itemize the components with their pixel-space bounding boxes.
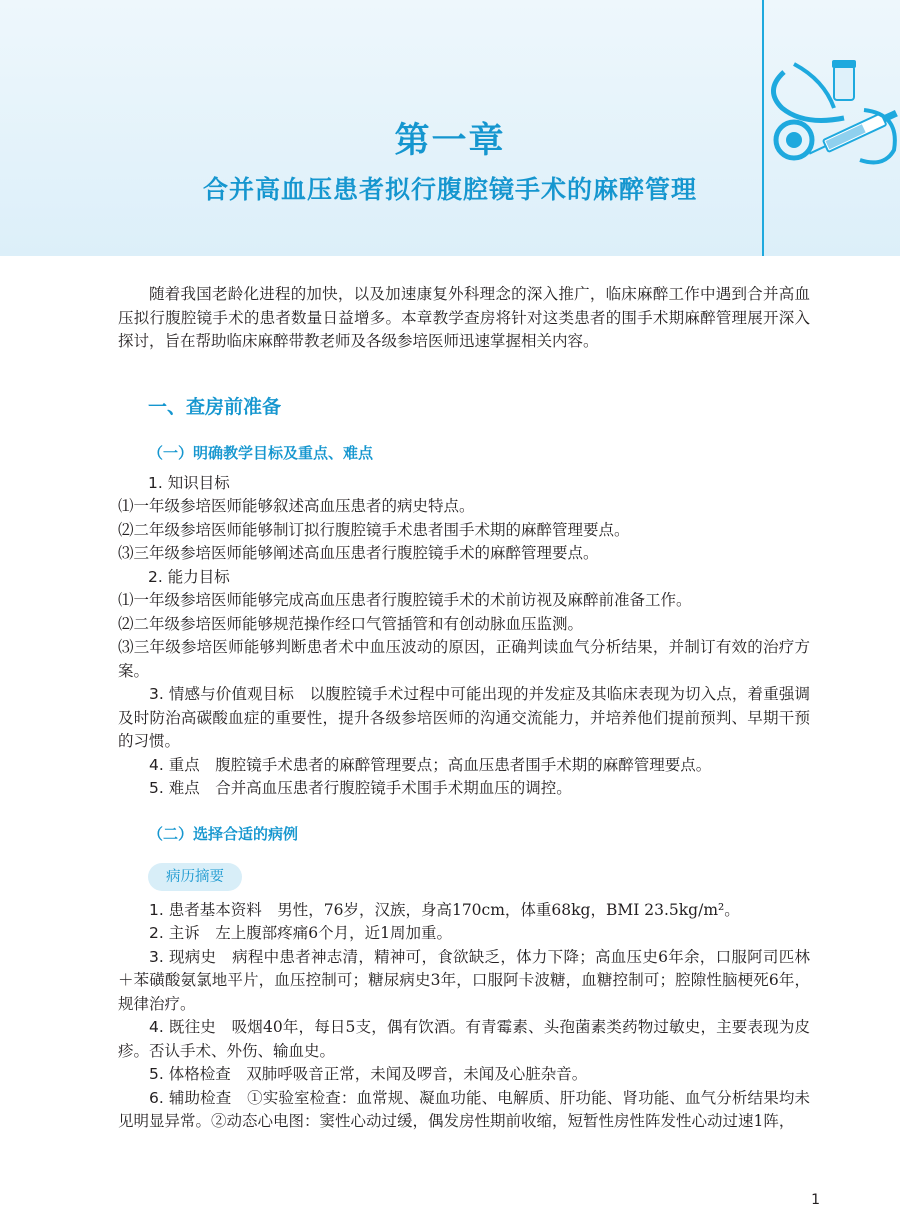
- knowledge-objective-item: ⑴一年级参培医师能够叙述高血压患者的病史特点。: [118, 497, 475, 515]
- case-item: [118, 946, 810, 1017]
- chapter-number: 第一章: [394, 121, 506, 161]
- case-item-label: 2. 主诉: [149, 924, 200, 942]
- difficulty-text: 合并高血压患者行腹腔镜手术围手术期血压的调控。: [215, 779, 572, 797]
- case-item: [118, 899, 810, 923]
- emotion-objective-text: 以腹腔镜手术过程中可能出现的并发症及其临床表现为切入点，着重强调及时防治高碳酸血症的重要性，提升各级参培医师的沟通交流能力，并培养他们提前预判、早期干预的习惯。: [118, 685, 810, 750]
- case-item-label: 3. 现病史: [149, 947, 217, 966]
- emotion-objective-paragraph: [118, 683, 810, 754]
- case-item-label: 4. 既往史: [149, 1018, 216, 1036]
- page-number: 1: [811, 1192, 820, 1208]
- case-item-text: 病程中患者神志清，精神可，食欲缺乏，体力下降；高血压史6年余，口服阿司匹林＋苯磺酸氨氯地平片，血压控制可；糖尿病史3年，口服阿卡波糖，血糖控制可；腔隙性脑梗死6年，规律治疗。: [118, 947, 810, 1013]
- case-item-label: 5. 体格检查: [149, 1065, 231, 1083]
- key-point-text: 腹腔镜手术患者的麻醉管理要点；高血压患者围手术期的麻醉管理要点。: [215, 755, 712, 774]
- difficulty-label: 5. 难点: [149, 779, 200, 797]
- knowledge-objective-item: ⑶三年级参培医师能够阐述高血压患者行腹腔镜手术的麻醉管理要点。: [118, 544, 599, 562]
- ability-objective-item: ⑶三年级参培医师能够判断患者术中血压波动的原因，正确判读血气分析结果，并制订有效的治疗方案。: [118, 638, 810, 680]
- difficulty-paragraph: [118, 777, 810, 801]
- case-item: [118, 1063, 810, 1087]
- subsection-heading-case: （二）选择合适的病例: [148, 824, 299, 843]
- key-point-label: 4. 重点: [149, 755, 200, 774]
- knowledge-objective-label: 1. 知识目标: [148, 473, 230, 492]
- ability-objective-item: ⑵二年级参培医师能够规范操作经口气管插管和有创动脉血压监测。: [118, 614, 584, 633]
- case-item-label: 6. 辅助检查: [149, 1088, 232, 1107]
- knowledge-objective-item: ⑵二年级参培医师能够制订拟行腹腔镜手术患者围手术期的麻醉管理要点。: [118, 520, 630, 539]
- case-item-text: 吸烟40年，每日5支，偶有饮酒。有青霉素、头孢菌素类药物过敏史，主要表现为皮疹。否认手术、外伤、输血史。: [118, 1018, 810, 1060]
- case-item-label: 1. 患者基本资料: [149, 900, 262, 919]
- page-content: [118, 283, 810, 1134]
- emotion-objective-label: 3. 情感与价值观目标: [149, 685, 294, 703]
- ability-objective-item: ⑴一年级参培医师能够完成高血压患者行腹腔镜手术的术前访视及麻醉前准备工作。: [118, 591, 692, 609]
- subsection-heading-objectives: （一）明确教学目标及重点、难点: [148, 443, 374, 462]
- section-heading-preparation: 一、查房前准备: [148, 395, 282, 418]
- case-item-text: 双肺呼吸音正常，未闻及啰音，未闻及心脏杂音。: [246, 1065, 588, 1083]
- case-summary-badge-wrap: [148, 863, 810, 891]
- case-item: [118, 922, 810, 946]
- case-item: [118, 1087, 810, 1134]
- key-point-paragraph: [118, 754, 810, 778]
- case-item: [118, 1016, 810, 1063]
- case-item-text: 左上腹部疼痛6个月，近1周加重。: [215, 924, 452, 942]
- intro-paragraph: 随着我国老龄化进程的加快，以及加速康复外科理念的深入推广，临床麻醉工作中遇到合并高血压拟行腹腔镜手术的患者数量日益增多。本章教学查房将针对这类患者的围手术期麻醉管理展开深入探讨，旨在帮助临床麻醉带教老师及各级参培医师迅速掌握相关内容。: [118, 285, 810, 350]
- ability-objective-label: 2. 能力目标: [148, 567, 230, 586]
- case-summary-badge: 病历摘要: [148, 863, 242, 891]
- chapter-title: 合并高血压患者拟行腹腔镜手术的麻醉管理: [202, 175, 697, 204]
- case-item-text: ①实验室检查：血常规、凝血功能、电解质、肝功能、肾功能、血气分析结果均未见明显异常。②动态心电图：窦性心动过缓，偶发房性期前收缩，短暂性房性阵发性心动过速1阵，: [118, 1088, 810, 1130]
- case-item-text: 男性，76岁，汉族，身高170cm，体重68kg，BMI 23.5kg/m²。: [277, 900, 740, 919]
